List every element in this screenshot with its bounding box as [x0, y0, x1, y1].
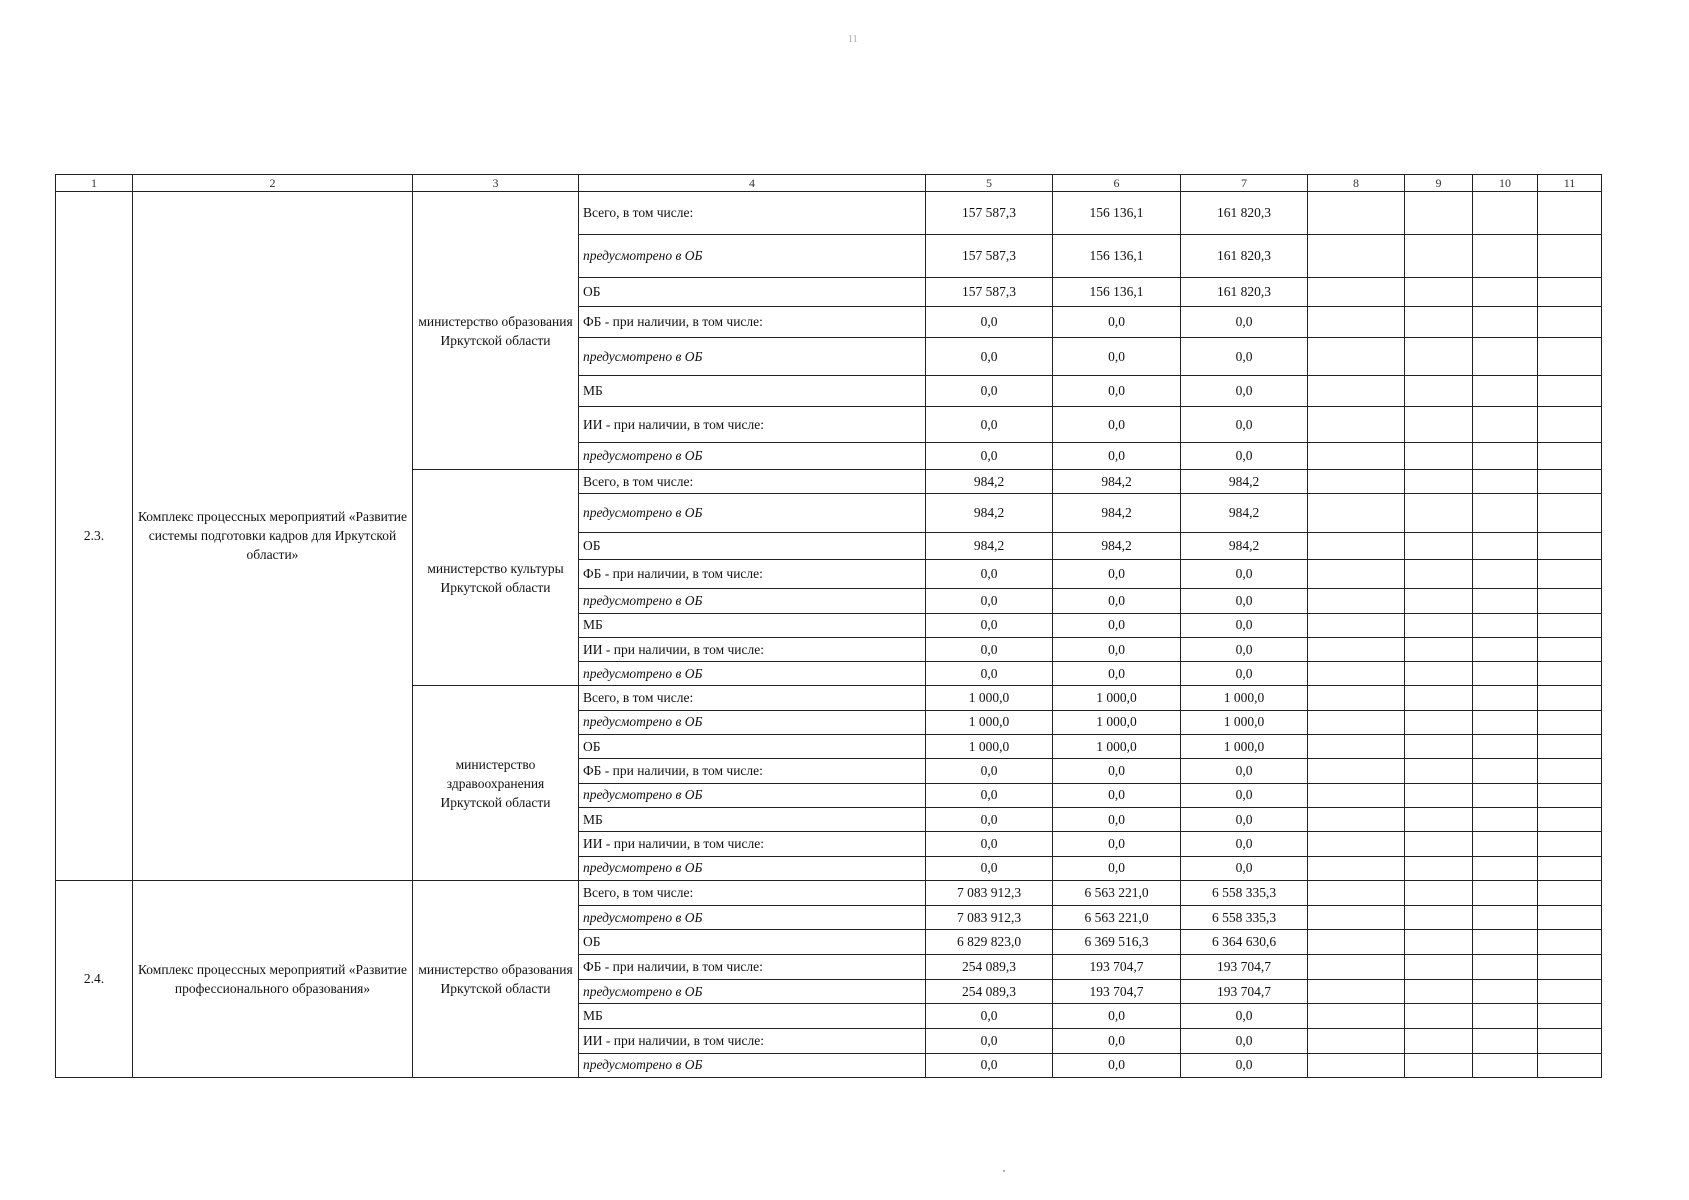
empty-cell-8	[1308, 1053, 1405, 1077]
amount-cell-5: 6 829 823,0	[926, 930, 1053, 955]
empty-cell-9	[1405, 783, 1473, 807]
col-header-7: 7	[1181, 175, 1308, 192]
empty-cell-8	[1308, 1004, 1405, 1028]
empty-cell-8	[1308, 407, 1405, 443]
amount-cell-6: 0,0	[1053, 832, 1181, 856]
project-name: Комплекс процессных мероприятий «Развитие системы подготовки кадров для Иркутской области»	[133, 192, 413, 881]
amount-cell-7: 0,0	[1181, 832, 1308, 856]
empty-cell-8	[1308, 307, 1405, 338]
empty-cell-8	[1308, 1028, 1405, 1053]
empty-cell-10	[1473, 980, 1538, 1004]
empty-cell-8	[1308, 494, 1405, 533]
table-row	[56, 192, 1602, 235]
amount-cell-6: 0,0	[1053, 560, 1181, 589]
empty-cell-9	[1405, 589, 1473, 613]
empty-cell-9	[1405, 307, 1473, 338]
empty-cell-9	[1405, 1004, 1473, 1028]
empty-cell-9	[1405, 955, 1473, 980]
funding-source: ОБ	[579, 533, 926, 560]
amount-cell-6: 0,0	[1053, 637, 1181, 661]
funding-source: ФБ - при наличии, в том числе:	[579, 307, 926, 338]
amount-cell-6: 1 000,0	[1053, 710, 1181, 734]
amount-cell-5: 0,0	[926, 613, 1053, 637]
empty-cell-10	[1473, 930, 1538, 955]
empty-cell-10	[1473, 662, 1538, 686]
funding-source: МБ	[579, 613, 926, 637]
empty-cell-9	[1405, 832, 1473, 856]
amount-cell-6: 1 000,0	[1053, 686, 1181, 710]
empty-cell-11	[1538, 589, 1602, 613]
empty-cell-9	[1405, 759, 1473, 783]
empty-cell-8	[1308, 338, 1405, 376]
empty-cell-11	[1538, 735, 1602, 759]
empty-cell-10	[1473, 832, 1538, 856]
empty-cell-11	[1538, 710, 1602, 734]
amount-cell-7: 0,0	[1181, 1004, 1308, 1028]
empty-cell-10	[1473, 905, 1538, 929]
empty-cell-8	[1308, 783, 1405, 807]
funding-source: предусмотрено в ОБ	[579, 494, 926, 533]
amount-cell-7: 6 364 630,6	[1181, 930, 1308, 955]
empty-cell-11	[1538, 807, 1602, 831]
empty-cell-11	[1538, 443, 1602, 470]
empty-cell-8	[1308, 235, 1405, 278]
amount-cell-7: 0,0	[1181, 407, 1308, 443]
empty-cell-9	[1405, 338, 1473, 376]
empty-cell-9	[1405, 637, 1473, 661]
amount-cell-5: 0,0	[926, 1004, 1053, 1028]
amount-cell-5: 1 000,0	[926, 686, 1053, 710]
col-header-3: 3	[413, 175, 579, 192]
amount-cell-6: 0,0	[1053, 338, 1181, 376]
col-header-8: 8	[1308, 175, 1405, 192]
empty-cell-10	[1473, 783, 1538, 807]
amount-cell-5: 1 000,0	[926, 735, 1053, 759]
amount-cell-6: 0,0	[1053, 1053, 1181, 1077]
amount-cell-7: 0,0	[1181, 307, 1308, 338]
amount-cell-7: 0,0	[1181, 560, 1308, 589]
empty-cell-9	[1405, 470, 1473, 494]
empty-cell-9	[1405, 880, 1473, 905]
empty-cell-8	[1308, 686, 1405, 710]
amount-cell-6: 0,0	[1053, 807, 1181, 831]
empty-cell-9	[1405, 930, 1473, 955]
amount-cell-7: 6 558 335,3	[1181, 905, 1308, 929]
empty-cell-9	[1405, 662, 1473, 686]
empty-cell-8	[1308, 807, 1405, 831]
amount-cell-7: 0,0	[1181, 613, 1308, 637]
funding-source: ИИ - при наличии, в том числе:	[579, 637, 926, 661]
amount-cell-6: 0,0	[1053, 613, 1181, 637]
funding-source: предусмотрено в ОБ	[579, 905, 926, 929]
empty-cell-9	[1405, 560, 1473, 589]
empty-cell-8	[1308, 589, 1405, 613]
empty-cell-8	[1308, 662, 1405, 686]
funding-source: ФБ - при наличии, в том числе:	[579, 560, 926, 589]
empty-cell-8	[1308, 192, 1405, 235]
scan-dot	[1003, 1170, 1005, 1172]
amount-cell-7: 0,0	[1181, 1028, 1308, 1053]
empty-cell-8	[1308, 560, 1405, 589]
empty-cell-10	[1473, 376, 1538, 407]
empty-cell-9	[1405, 407, 1473, 443]
funding-source: предусмотрено в ОБ	[579, 1053, 926, 1077]
empty-cell-9	[1405, 235, 1473, 278]
amount-cell-6: 0,0	[1053, 589, 1181, 613]
empty-cell-8	[1308, 613, 1405, 637]
empty-cell-11	[1538, 856, 1602, 880]
empty-cell-11	[1538, 930, 1602, 955]
empty-cell-10	[1473, 560, 1538, 589]
empty-cell-8	[1308, 759, 1405, 783]
funding-source: предусмотрено в ОБ	[579, 338, 926, 376]
funding-source: предусмотрено в ОБ	[579, 235, 926, 278]
executor-name: министерство образования Иркутской области	[413, 880, 579, 1077]
col-header-6: 6	[1053, 175, 1181, 192]
amount-cell-6: 0,0	[1053, 307, 1181, 338]
empty-cell-9	[1405, 533, 1473, 560]
empty-cell-10	[1473, 338, 1538, 376]
col-header-11: 11	[1538, 175, 1602, 192]
amount-cell-6: 0,0	[1053, 1004, 1181, 1028]
funding-source: предусмотрено в ОБ	[579, 662, 926, 686]
empty-cell-10	[1473, 1053, 1538, 1077]
empty-cell-10	[1473, 533, 1538, 560]
amount-cell-7: 0,0	[1181, 783, 1308, 807]
empty-cell-10	[1473, 494, 1538, 533]
table-row	[56, 880, 1602, 905]
empty-cell-11	[1538, 376, 1602, 407]
amount-cell-5: 0,0	[926, 856, 1053, 880]
amount-cell-7: 193 704,7	[1181, 955, 1308, 980]
funding-source: МБ	[579, 807, 926, 831]
empty-cell-11	[1538, 1004, 1602, 1028]
empty-cell-9	[1405, 443, 1473, 470]
amount-cell-6: 6 563 221,0	[1053, 905, 1181, 929]
funding-source: ФБ - при наличии, в том числе:	[579, 955, 926, 980]
amount-cell-7: 984,2	[1181, 533, 1308, 560]
empty-cell-10	[1473, 235, 1538, 278]
empty-cell-8	[1308, 930, 1405, 955]
funding-source: ОБ	[579, 278, 926, 307]
empty-cell-11	[1538, 662, 1602, 686]
empty-cell-11	[1538, 192, 1602, 235]
empty-cell-11	[1538, 338, 1602, 376]
col-header-5: 5	[926, 175, 1053, 192]
funding-source: ОБ	[579, 930, 926, 955]
col-header-2: 2	[133, 175, 413, 192]
amount-cell-6: 1 000,0	[1053, 735, 1181, 759]
empty-cell-11	[1538, 494, 1602, 533]
amount-cell-5: 0,0	[926, 1028, 1053, 1053]
funding-source: предусмотрено в ОБ	[579, 443, 926, 470]
empty-cell-10	[1473, 278, 1538, 307]
amount-cell-5: 7 083 912,3	[926, 905, 1053, 929]
amount-cell-5: 157 587,3	[926, 235, 1053, 278]
empty-cell-8	[1308, 376, 1405, 407]
empty-cell-8	[1308, 955, 1405, 980]
table-body	[56, 175, 1602, 1078]
budget-table	[55, 174, 1602, 1078]
empty-cell-10	[1473, 192, 1538, 235]
empty-cell-11	[1538, 560, 1602, 589]
amount-cell-5: 984,2	[926, 470, 1053, 494]
empty-cell-10	[1473, 759, 1538, 783]
executor-name: министерство образования Иркутской области	[413, 192, 579, 470]
amount-cell-7: 6 558 335,3	[1181, 880, 1308, 905]
empty-cell-10	[1473, 307, 1538, 338]
amount-cell-5: 254 089,3	[926, 980, 1053, 1004]
amount-cell-5: 157 587,3	[926, 192, 1053, 235]
executor-name: министерство здравоохранения Иркутской области	[413, 686, 579, 880]
amount-cell-5: 0,0	[926, 589, 1053, 613]
amount-cell-7: 984,2	[1181, 470, 1308, 494]
amount-cell-6: 6 369 516,3	[1053, 930, 1181, 955]
empty-cell-11	[1538, 407, 1602, 443]
amount-cell-5: 0,0	[926, 662, 1053, 686]
empty-cell-10	[1473, 470, 1538, 494]
empty-cell-11	[1538, 955, 1602, 980]
amount-cell-6: 0,0	[1053, 662, 1181, 686]
amount-cell-6: 156 136,1	[1053, 278, 1181, 307]
empty-cell-8	[1308, 880, 1405, 905]
amount-cell-7: 161 820,3	[1181, 235, 1308, 278]
empty-cell-10	[1473, 686, 1538, 710]
amount-cell-7: 0,0	[1181, 376, 1308, 407]
empty-cell-11	[1538, 759, 1602, 783]
amount-cell-5: 0,0	[926, 560, 1053, 589]
funding-source: ОБ	[579, 735, 926, 759]
empty-cell-11	[1538, 1028, 1602, 1053]
funding-source: предусмотрено в ОБ	[579, 980, 926, 1004]
funding-source: Всего, в том числе:	[579, 686, 926, 710]
empty-cell-11	[1538, 1053, 1602, 1077]
empty-cell-8	[1308, 710, 1405, 734]
amount-cell-7: 161 820,3	[1181, 192, 1308, 235]
funding-source: ИИ - при наличии, в том числе:	[579, 1028, 926, 1053]
empty-cell-11	[1538, 637, 1602, 661]
item-number: 2.3.	[56, 192, 133, 881]
amount-cell-6: 0,0	[1053, 407, 1181, 443]
empty-cell-10	[1473, 613, 1538, 637]
col-header-1: 1	[56, 175, 133, 192]
empty-cell-11	[1538, 533, 1602, 560]
amount-cell-5: 1 000,0	[926, 710, 1053, 734]
funding-source: ФБ - при наличии, в том числе:	[579, 759, 926, 783]
empty-cell-11	[1538, 470, 1602, 494]
amount-cell-6: 0,0	[1053, 856, 1181, 880]
empty-cell-8	[1308, 905, 1405, 929]
amount-cell-6: 193 704,7	[1053, 980, 1181, 1004]
amount-cell-5: 0,0	[926, 307, 1053, 338]
empty-cell-11	[1538, 307, 1602, 338]
empty-cell-10	[1473, 880, 1538, 905]
amount-cell-7: 0,0	[1181, 1053, 1308, 1077]
empty-cell-9	[1405, 376, 1473, 407]
empty-cell-11	[1538, 613, 1602, 637]
empty-cell-11	[1538, 880, 1602, 905]
funding-source: МБ	[579, 1004, 926, 1028]
empty-cell-9	[1405, 1053, 1473, 1077]
amount-cell-7: 0,0	[1181, 589, 1308, 613]
amount-cell-5: 7 083 912,3	[926, 880, 1053, 905]
amount-cell-6: 0,0	[1053, 443, 1181, 470]
amount-cell-6: 156 136,1	[1053, 235, 1181, 278]
amount-cell-6: 6 563 221,0	[1053, 880, 1181, 905]
executor-name: министерство культуры Иркутской области	[413, 470, 579, 686]
amount-cell-7: 1 000,0	[1181, 710, 1308, 734]
amount-cell-5: 0,0	[926, 759, 1053, 783]
empty-cell-11	[1538, 686, 1602, 710]
empty-cell-10	[1473, 807, 1538, 831]
amount-cell-6: 984,2	[1053, 470, 1181, 494]
empty-cell-8	[1308, 832, 1405, 856]
amount-cell-7: 0,0	[1181, 856, 1308, 880]
empty-cell-11	[1538, 783, 1602, 807]
empty-cell-8	[1308, 278, 1405, 307]
amount-cell-7: 0,0	[1181, 338, 1308, 376]
amount-cell-5: 984,2	[926, 494, 1053, 533]
amount-cell-7: 0,0	[1181, 637, 1308, 661]
amount-cell-6: 156 136,1	[1053, 192, 1181, 235]
amount-cell-6: 0,0	[1053, 759, 1181, 783]
amount-cell-5: 0,0	[926, 376, 1053, 407]
empty-cell-8	[1308, 980, 1405, 1004]
empty-cell-9	[1405, 686, 1473, 710]
amount-cell-5: 254 089,3	[926, 955, 1053, 980]
amount-cell-7: 0,0	[1181, 807, 1308, 831]
funding-source: предусмотрено в ОБ	[579, 710, 926, 734]
amount-cell-5: 0,0	[926, 1053, 1053, 1077]
empty-cell-8	[1308, 443, 1405, 470]
empty-cell-11	[1538, 905, 1602, 929]
amount-cell-7: 1 000,0	[1181, 686, 1308, 710]
col-header-9: 9	[1405, 175, 1473, 192]
empty-cell-8	[1308, 470, 1405, 494]
empty-cell-10	[1473, 856, 1538, 880]
empty-cell-9	[1405, 735, 1473, 759]
empty-cell-11	[1538, 832, 1602, 856]
amount-cell-6: 193 704,7	[1053, 955, 1181, 980]
amount-cell-5: 0,0	[926, 407, 1053, 443]
empty-cell-9	[1405, 192, 1473, 235]
empty-cell-9	[1405, 905, 1473, 929]
empty-cell-11	[1538, 235, 1602, 278]
funding-source: ИИ - при наличии, в том числе:	[579, 407, 926, 443]
empty-cell-8	[1308, 735, 1405, 759]
empty-cell-9	[1405, 494, 1473, 533]
empty-cell-8	[1308, 856, 1405, 880]
funding-source: МБ	[579, 376, 926, 407]
amount-cell-6: 0,0	[1053, 783, 1181, 807]
empty-cell-9	[1405, 613, 1473, 637]
amount-cell-6: 984,2	[1053, 533, 1181, 560]
amount-cell-7: 984,2	[1181, 494, 1308, 533]
amount-cell-6: 984,2	[1053, 494, 1181, 533]
empty-cell-10	[1473, 1028, 1538, 1053]
amount-cell-5: 157 587,3	[926, 278, 1053, 307]
empty-cell-11	[1538, 980, 1602, 1004]
project-name: Комплекс процессных мероприятий «Развитие профессионального образования»	[133, 880, 413, 1077]
amount-cell-7: 193 704,7	[1181, 980, 1308, 1004]
amount-cell-5: 0,0	[926, 832, 1053, 856]
empty-cell-8	[1308, 637, 1405, 661]
amount-cell-5: 0,0	[926, 338, 1053, 376]
funding-source: предусмотрено в ОБ	[579, 856, 926, 880]
item-number: 2.4.	[56, 880, 133, 1077]
amount-cell-6: 0,0	[1053, 376, 1181, 407]
empty-cell-10	[1473, 710, 1538, 734]
col-header-10: 10	[1473, 175, 1538, 192]
amount-cell-5: 0,0	[926, 807, 1053, 831]
amount-cell-7: 0,0	[1181, 443, 1308, 470]
amount-cell-5: 984,2	[926, 533, 1053, 560]
amount-cell-5: 0,0	[926, 783, 1053, 807]
empty-cell-8	[1308, 533, 1405, 560]
empty-cell-9	[1405, 278, 1473, 307]
empty-cell-10	[1473, 637, 1538, 661]
amount-cell-7: 0,0	[1181, 662, 1308, 686]
empty-cell-9	[1405, 807, 1473, 831]
funding-source: Всего, в том числе:	[579, 880, 926, 905]
funding-source: Всего, в том числе:	[579, 192, 926, 235]
amount-cell-7: 161 820,3	[1181, 278, 1308, 307]
col-header-4: 4	[579, 175, 926, 192]
funding-source: ИИ - при наличии, в том числе:	[579, 832, 926, 856]
empty-cell-10	[1473, 589, 1538, 613]
empty-cell-10	[1473, 735, 1538, 759]
empty-cell-9	[1405, 1028, 1473, 1053]
amount-cell-6: 0,0	[1053, 1028, 1181, 1053]
funding-source: предусмотрено в ОБ	[579, 783, 926, 807]
amount-cell-7: 0,0	[1181, 759, 1308, 783]
empty-cell-10	[1473, 443, 1538, 470]
empty-cell-10	[1473, 1004, 1538, 1028]
amount-cell-5: 0,0	[926, 443, 1053, 470]
page-number-mark: 11	[848, 34, 858, 45]
funding-source: предусмотрено в ОБ	[579, 589, 926, 613]
empty-cell-10	[1473, 407, 1538, 443]
empty-cell-9	[1405, 980, 1473, 1004]
funding-source: Всего, в том числе:	[579, 470, 926, 494]
column-number-row	[56, 175, 1602, 192]
empty-cell-9	[1405, 710, 1473, 734]
empty-cell-11	[1538, 278, 1602, 307]
empty-cell-10	[1473, 955, 1538, 980]
empty-cell-9	[1405, 856, 1473, 880]
amount-cell-5: 0,0	[926, 637, 1053, 661]
amount-cell-7: 1 000,0	[1181, 735, 1308, 759]
